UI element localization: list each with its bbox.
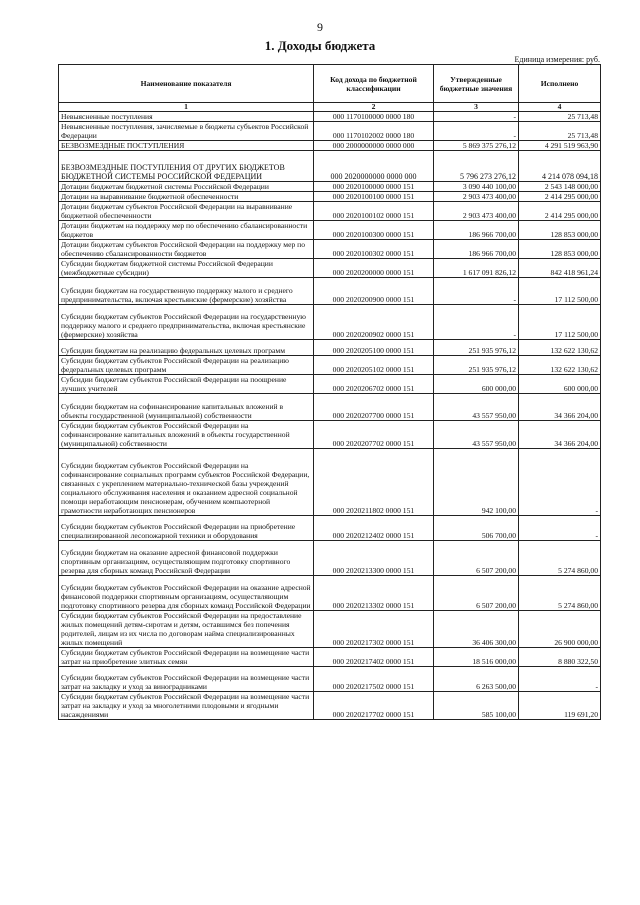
row-code: 000 2020217402 0000 151 bbox=[314, 648, 434, 667]
row-approved: 36 406 300,00 bbox=[434, 611, 519, 648]
table-header-row bbox=[59, 65, 601, 103]
row-executed: 17 112 500,00 bbox=[519, 305, 601, 340]
row-name: Дотации бюджетам субъектов Российской Федерации на выравнивание бюджетной обеспеченности bbox=[59, 202, 314, 221]
row-executed: 132 622 130,62 bbox=[519, 356, 601, 375]
row-code: 000 2020200902 0000 151 bbox=[314, 305, 434, 340]
header-executed: Исполнено bbox=[519, 65, 601, 103]
row-executed: 2 414 295 000,00 bbox=[519, 192, 601, 202]
row-approved: 251 935 976,12 bbox=[434, 340, 519, 356]
table-row bbox=[59, 516, 601, 541]
row-name: Субсидии бюджетам на софинансирование капитальных вложений в объекты государственной (муниципальной) собственности bbox=[59, 394, 314, 421]
row-code: 000 2020213300 0000 151 bbox=[314, 541, 434, 576]
table-row bbox=[59, 541, 601, 576]
row-name: Субсидии бюджетам субъектов Российской Федерации на софинансирование капитальных вложений в объекты государственной (муниципальной) собственности bbox=[59, 421, 314, 449]
table-row bbox=[59, 340, 601, 356]
table-row bbox=[59, 202, 601, 221]
row-approved: 6 263 500,00 bbox=[434, 667, 519, 692]
row-executed: 128 853 000,00 bbox=[519, 240, 601, 259]
column-index-row bbox=[59, 103, 601, 112]
row-executed: 2 414 295 000,00 bbox=[519, 202, 601, 221]
row-approved: 585 100,00 bbox=[434, 692, 519, 720]
column-index: 3 bbox=[434, 103, 519, 112]
row-executed: 5 274 860,00 bbox=[519, 541, 601, 576]
row-code: 000 2020213302 0000 151 bbox=[314, 576, 434, 611]
table-row bbox=[59, 611, 601, 648]
row-code: 000 2020200000 0000 151 bbox=[314, 259, 434, 278]
row-executed: 25 713,48 bbox=[519, 122, 601, 141]
row-approved: 251 935 976,12 bbox=[434, 356, 519, 375]
row-name: Дотации на выравнивание бюджетной обеспеченности bbox=[59, 192, 314, 202]
table-row bbox=[59, 112, 601, 122]
row-code: 000 2020100100 0000 151 bbox=[314, 192, 434, 202]
column-index: 1 bbox=[59, 103, 314, 112]
row-approved: 2 903 473 400,00 bbox=[434, 202, 519, 221]
row-approved: 186 966 700,00 bbox=[434, 221, 519, 240]
units-label: Единица измерения: руб. bbox=[514, 55, 600, 64]
row-name: Дотации бюджетам бюджетной системы Российской Федерации bbox=[59, 182, 314, 192]
row-approved: 5 796 273 276,12 bbox=[434, 151, 519, 182]
row-executed: 34 366 204,00 bbox=[519, 421, 601, 449]
table-row bbox=[59, 692, 601, 720]
table-row bbox=[59, 122, 601, 141]
row-name: Дотации бюджетам на поддержку мер по обеспечению сбалансированности бюджетов bbox=[59, 221, 314, 240]
row-approved: 18 516 000,00 bbox=[434, 648, 519, 667]
row-code: 000 2020205102 0000 151 bbox=[314, 356, 434, 375]
row-code: 000 2020217502 0000 151 bbox=[314, 667, 434, 692]
row-code: 000 2020211802 0000 151 bbox=[314, 449, 434, 516]
row-name: Дотации бюджетам субъектов Российской Федерации на поддержку мер по обеспечению сбалансированности бюджетов bbox=[59, 240, 314, 259]
row-code: 000 1170100000 0000 180 bbox=[314, 112, 434, 122]
table-row bbox=[59, 141, 601, 151]
row-name: Субсидии бюджетам субъектов Российской Федерации на возмещение части затрат на закладку и уход за многолетними плодовыми и ягодными насаждениями bbox=[59, 692, 314, 720]
row-approved: - bbox=[434, 305, 519, 340]
row-executed: 4 214 078 094,18 bbox=[519, 151, 601, 182]
row-code: 000 2000000000 0000 000 bbox=[314, 141, 434, 151]
row-name: Субсидии бюджетам субъектов Российской Федерации на оказание адресной финансовой поддержки спортивным организациям, осуществляющим подготовку спортивного резерва для сборных команд Российской Федерации bbox=[59, 576, 314, 611]
row-name: Субсидии бюджетам на реализацию федеральных целевых программ bbox=[59, 340, 314, 356]
column-index: 4 bbox=[519, 103, 601, 112]
row-approved: - bbox=[434, 112, 519, 122]
page-number: 9 bbox=[317, 20, 323, 34]
row-code: 000 2020100302 0000 151 bbox=[314, 240, 434, 259]
row-code: 000 2020100102 0000 151 bbox=[314, 202, 434, 221]
row-approved: 942 100,00 bbox=[434, 449, 519, 516]
row-executed: 600 000,00 bbox=[519, 375, 601, 394]
row-code: 000 2020205100 0000 151 bbox=[314, 340, 434, 356]
row-executed: 17 112 500,00 bbox=[519, 278, 601, 305]
row-executed: 25 713,48 bbox=[519, 112, 601, 122]
row-executed: 34 366 204,00 bbox=[519, 394, 601, 421]
row-executed: 119 691,20 bbox=[519, 692, 601, 720]
column-index: 2 bbox=[314, 103, 434, 112]
table-row bbox=[59, 648, 601, 667]
row-executed: 2 543 148 000,00 bbox=[519, 182, 601, 192]
row-executed: - bbox=[519, 516, 601, 541]
table-row bbox=[59, 278, 601, 305]
row-approved: 600 000,00 bbox=[434, 375, 519, 394]
row-name: Субсидии бюджетам на оказание адресной финансовой поддержки спортивным организациям, осуществляющим подготовку спортивного резерва для сборных команд Российской Федерации bbox=[59, 541, 314, 576]
row-name: Субсидии бюджетам субъектов Российской Федерации на софинансирование социальных программ субъектов Российской Федерации, связанных с укреплением материально-технической базы учреждений социального обслуживания населения и оказанием адресной социальной помощи неработающим пенсионерам, обучением компьютерной грамотности неработающих пенсионеров bbox=[59, 449, 314, 516]
row-name: Субсидии бюджетам бюджетной системы Российской Федерации (межбюджетные субсидии) bbox=[59, 259, 314, 278]
row-approved: 506 700,00 bbox=[434, 516, 519, 541]
header-code: Код дохода по бюджетной классификации bbox=[314, 65, 434, 103]
row-code: 000 2020200900 0000 151 bbox=[314, 278, 434, 305]
row-name: Субсидии бюджетам субъектов Российской Федерации на предоставление жилых помещений детям-сиротам и детям, оставшимся без попечения родителей, лицам из их числа по договорам найма специализированных жилых помещений bbox=[59, 611, 314, 648]
row-code: 000 2020100300 0000 151 bbox=[314, 221, 434, 240]
row-code: 000 2020217302 0000 151 bbox=[314, 611, 434, 648]
table-row bbox=[59, 421, 601, 449]
table-row bbox=[59, 667, 601, 692]
row-approved: 6 507 200,00 bbox=[434, 576, 519, 611]
row-name: Субсидии бюджетам субъектов Российской Федерации на поощрение лучших учителей bbox=[59, 375, 314, 394]
row-name: БЕЗВОЗМЕЗДНЫЕ ПОСТУПЛЕНИЯ bbox=[59, 141, 314, 151]
row-approved: 3 090 440 100,00 bbox=[434, 182, 519, 192]
row-approved: 6 507 200,00 bbox=[434, 541, 519, 576]
row-executed: - bbox=[519, 667, 601, 692]
row-code: 000 2020207702 0000 151 bbox=[314, 421, 434, 449]
row-name: Субсидии бюджетам на государственную поддержку малого и среднего предпринимательства, включая крестьянские (фермерские) хозяйства bbox=[59, 278, 314, 305]
row-name: Невыясненные поступления, зачисляемые в бюджеты субъектов Российской Федерации bbox=[59, 122, 314, 141]
row-code: 000 2020100000 0000 151 bbox=[314, 182, 434, 192]
row-code: 000 2020207700 0000 151 bbox=[314, 394, 434, 421]
row-executed: 132 622 130,62 bbox=[519, 340, 601, 356]
table-row bbox=[59, 192, 601, 202]
row-name: Невыясненные поступления bbox=[59, 112, 314, 122]
row-code: 000 2020217702 0000 151 bbox=[314, 692, 434, 720]
row-name: Субсидии бюджетам субъектов Российской Федерации на государственную поддержку малого и среднего предпринимательства, включая крестьянские (фермерские) хозяйства bbox=[59, 305, 314, 340]
row-code: 000 2020212402 0000 151 bbox=[314, 516, 434, 541]
table-row bbox=[59, 305, 601, 340]
table-row bbox=[59, 221, 601, 240]
row-executed: 26 900 000,00 bbox=[519, 611, 601, 648]
row-executed: 8 880 322,50 bbox=[519, 648, 601, 667]
row-approved: - bbox=[434, 278, 519, 305]
row-executed: 128 853 000,00 bbox=[519, 221, 601, 240]
row-name: Субсидии бюджетам субъектов Российской Федерации на возмещение части затрат на приобретение элитных семян bbox=[59, 648, 314, 667]
table-row bbox=[59, 240, 601, 259]
row-executed: 5 274 860,00 bbox=[519, 576, 601, 611]
header-name: Наименование показателя bbox=[59, 65, 314, 103]
row-name: Субсидии бюджетам субъектов Российской Федерации на приобретение специализированной лесопожарной техники и оборудования bbox=[59, 516, 314, 541]
table-row bbox=[59, 449, 601, 516]
row-approved: 1 617 091 826,12 bbox=[434, 259, 519, 278]
header-approved: Утвержденные бюджетные значения bbox=[434, 65, 519, 103]
row-code: 000 2020000000 0000 000 bbox=[314, 151, 434, 182]
table-row bbox=[59, 375, 601, 394]
table-row bbox=[59, 356, 601, 375]
row-approved: - bbox=[434, 122, 519, 141]
row-executed: 842 418 961,24 bbox=[519, 259, 601, 278]
row-code: 000 2020206702 0000 151 bbox=[314, 375, 434, 394]
row-code: 000 1170102002 0000 180 bbox=[314, 122, 434, 141]
table-row bbox=[59, 394, 601, 421]
row-approved: 2 903 473 400,00 bbox=[434, 192, 519, 202]
row-approved: 5 869 375 276,12 bbox=[434, 141, 519, 151]
row-approved: 43 557 950,00 bbox=[434, 394, 519, 421]
table-row bbox=[59, 182, 601, 192]
row-executed: 4 291 519 963,90 bbox=[519, 141, 601, 151]
row-approved: 43 557 950,00 bbox=[434, 421, 519, 449]
budget-income-table bbox=[58, 64, 601, 720]
row-executed: - bbox=[519, 449, 601, 516]
page-title: 1. Доходы бюджета bbox=[264, 38, 376, 53]
row-name: Субсидии бюджетам субъектов Российской Федерации на возмещение части затрат на закладку и уход за виноградниками bbox=[59, 667, 314, 692]
table-row bbox=[59, 259, 601, 278]
row-name: БЕЗВОЗМЕЗДНЫЕ ПОСТУПЛЕНИЯ ОТ ДРУГИХ БЮДЖЕТОВ БЮДЖЕТНОЙ СИСТЕМЫ РОССИЙСКОЙ ФЕДЕРАЦИИ bbox=[59, 151, 314, 182]
table-row bbox=[59, 576, 601, 611]
row-approved: 186 966 700,00 bbox=[434, 240, 519, 259]
table-row bbox=[59, 151, 601, 182]
row-name: Субсидии бюджетам субъектов Российской Федерации на реализацию федеральных целевых программ bbox=[59, 356, 314, 375]
